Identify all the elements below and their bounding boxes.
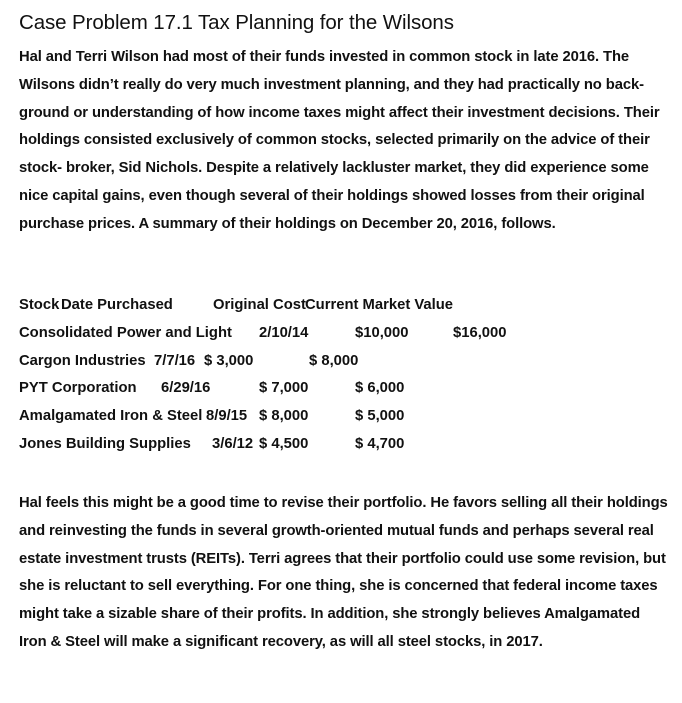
holding-row	[19, 352, 669, 380]
holding-row	[19, 324, 669, 352]
holding-value: $ 6,000	[355, 380, 405, 397]
holding-cost: $10,000	[355, 324, 409, 341]
document-page	[19, 10, 669, 650]
holding-row	[19, 407, 669, 435]
holdings-header-row	[19, 296, 669, 324]
holding-date: 8/9/15	[206, 408, 248, 425]
holding-stock: PYT Corporation	[19, 380, 137, 397]
intro-paragraph: Hal and Terri Wilson had most of their funds invested in common stock in late 2016. The Wilsons didn’t really do very much investment planning, and they had practically no back- ground or understanding of how income taxes might affect their investment decisions. Their holdings consisted exclusively of common stocks, selected primarily on the advice of their stock- broker, Sid Nichols. Despite a relatively lackluster market, they did experience some nice capital gains, even though several of their holdings showed losses from their original purchase prices. A summary of their holdings on December 20, 2016, follows.	[19, 49, 660, 232]
holding-cost: $ 3,000	[204, 352, 254, 369]
closing-paragraph: Hal feels this might be a good time to revise their portfolio. He favors selling all their holdings and reinvesting the funds in several growth-oriented mutual funds and perhaps several real estate investment trusts (REITs). Terri agrees that their portfolio could use some revision, but she is reluctant to sell everything. For one thing, she is concerned that federal income taxes might take a sizable share of their profits. In addition, she strongly believes Amalgamated Iron & Steel will make a significant recovery, as will all steel stocks, in 2017.	[19, 495, 668, 650]
header-value: Current Market Value	[305, 297, 454, 313]
holding-stock: Cargon Industries	[19, 352, 146, 369]
holding-value: $ 5,000	[355, 408, 405, 425]
holding-stock: Jones Building Supplies	[19, 435, 191, 452]
holding-cost: $ 8,000	[259, 408, 309, 425]
holding-stock: Consolidated Power and Light	[19, 324, 232, 341]
holding-date: 7/7/16	[154, 352, 196, 369]
holding-value: $ 8,000	[309, 352, 359, 369]
holding-stock: Amalgamated Iron & Steel	[19, 408, 203, 425]
header-date: Date Purchased	[61, 297, 173, 313]
header-stock: Stock	[19, 297, 60, 313]
header-cost: Original Cost	[213, 297, 306, 313]
holding-date: 3/6/12	[212, 435, 254, 452]
holding-cost: $ 7,000	[259, 380, 309, 397]
holding-value: $ 4,700	[355, 435, 405, 452]
holding-date: 2/10/14	[259, 324, 309, 341]
holding-row	[19, 379, 669, 407]
page-title: Case Problem 17.1 Tax Planning for the Wilsons	[19, 11, 454, 34]
holding-row	[19, 435, 669, 463]
holdings-table	[19, 296, 669, 463]
holding-date: 6/29/16	[161, 380, 211, 397]
holding-value: $16,000	[453, 324, 507, 341]
holding-cost: $ 4,500	[259, 435, 309, 452]
